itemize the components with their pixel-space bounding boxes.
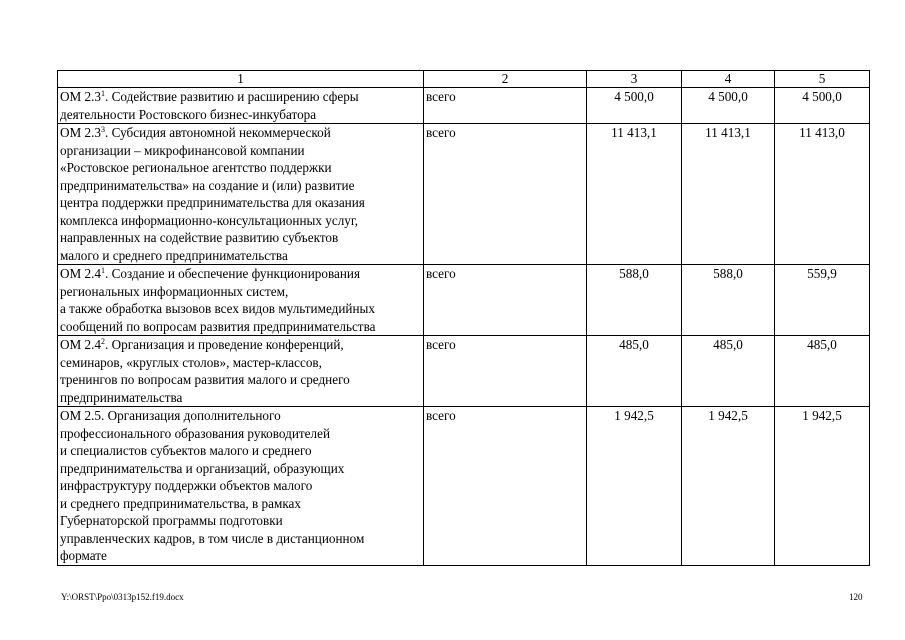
row-description (58, 336, 424, 407)
row-value-col-5: 4 500,0 (775, 88, 870, 124)
row-description (58, 124, 424, 265)
table-row (58, 336, 870, 407)
row-value-col-4: 485,0 (682, 336, 775, 407)
table-row (58, 265, 870, 336)
row-value-col-5: 485,0 (775, 336, 870, 407)
row-text: . Организация и проведение конференций, семинаров, «круглых столов», мастер-классов, тренингов по вопросам развития малого и среднего предпринимательства (60, 337, 350, 405)
row-type: всего (424, 88, 587, 124)
row-type: всего (424, 407, 587, 566)
header-row (58, 71, 870, 88)
row-value-col-3: 588,0 (587, 265, 682, 336)
row-type: всего (424, 124, 587, 265)
budget-table (57, 70, 870, 566)
row-value-col-5: 11 413,0 (775, 124, 870, 265)
row-value-col-4: 11 413,1 (682, 124, 775, 265)
header-col-5: 5 (775, 71, 870, 88)
row-code-superscript: 2 (101, 337, 106, 346)
row-code-superscript: 3 (101, 125, 106, 134)
row-code: ОМ 2.5 (60, 408, 102, 423)
row-code: ОМ 2.3 (60, 125, 102, 140)
row-text: . Содействие развитию и расширению сферы деятельности Ростовского бизнес-инкубатора (60, 89, 359, 122)
row-value-col-4: 588,0 (682, 265, 775, 336)
table-row (58, 407, 870, 566)
row-value-col-4: 1 942,5 (682, 407, 775, 566)
footer-file-path: Y:\ORST\Ppo\0313p152.f19.docx (61, 592, 184, 602)
header-col-3: 3 (587, 71, 682, 88)
row-value-col-3: 11 413,1 (587, 124, 682, 265)
row-description (58, 88, 424, 124)
row-description (58, 407, 424, 566)
row-code-superscript: 1 (101, 266, 106, 275)
table-row (58, 88, 870, 124)
row-value-col-5: 1 942,5 (775, 407, 870, 566)
row-text: . Организация дополнительного профессионального образования руководителей и специалистов субъектов малого и среднего предпринимательства и организаций, образующих инфраструктуру поддержки объектов малого и среднего предпринимательства, в рамках Губернаторской программы подготовки управленческих кадров, в том числе в дистанционном формате (60, 408, 365, 563)
row-value-col-3: 1 942,5 (587, 407, 682, 566)
row-value-col-3: 4 500,0 (587, 88, 682, 124)
header-col-4: 4 (682, 71, 775, 88)
row-code: ОМ 2.3 (60, 89, 102, 104)
row-value-col-4: 4 500,0 (682, 88, 775, 124)
row-type: всего (424, 265, 587, 336)
row-value-col-5: 559,9 (775, 265, 870, 336)
header-col-2: 2 (424, 71, 587, 88)
row-description (58, 265, 424, 336)
table-row (58, 124, 870, 265)
row-type: всего (424, 336, 587, 407)
row-text: . Создание и обеспечение функционирования региональных информационных систем, а также обработка вызовов всех видов мультимедийных сообщений по вопросам развития предпринимательства (60, 266, 376, 334)
row-code: ОМ 2.4 (60, 266, 102, 281)
row-text: . Субсидия автономной некоммерческой организации – микрофинансовой компании «Ростовское региональное агентство поддержки предпринимательства» на создание и (или) развитие центра поддержки предпринимательства для оказания комплекса информационно-консультационных услуг, направленных на содействие развитию субъектов малого и среднего предпринимательства (60, 125, 365, 263)
header-col-1: 1 (58, 71, 424, 88)
row-value-col-3: 485,0 (587, 336, 682, 407)
row-code: ОМ 2.4 (60, 337, 102, 352)
row-code-superscript: 1 (101, 89, 106, 98)
footer-page-number: 120 (849, 592, 863, 602)
